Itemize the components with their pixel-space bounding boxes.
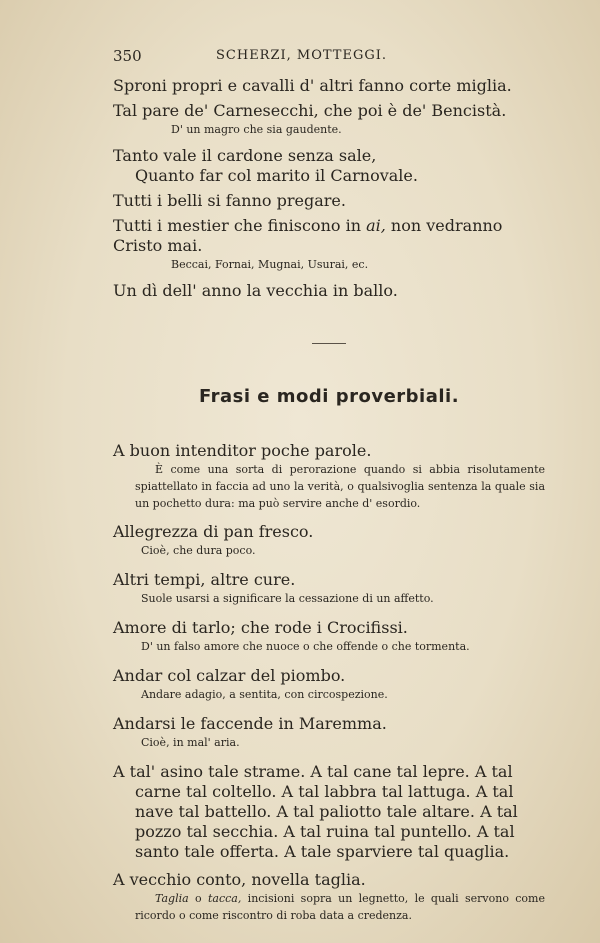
phrase-gloss: È come una sorta di perorazione quando si abbia risolutamente spiattellato in faccia ad uno la verità, o qualsivoglia sentenza la quale sia un pochetto dura: ma può servire anche d' esordio. — [135, 463, 545, 510]
phrase-line: A buon intenditor poche parole. — [113, 441, 372, 460]
proverb-line: Sproni propri e cavalli d' altri fanno corte miglia. — [113, 76, 512, 95]
phrase-gloss: Andare adagio, a sentita, con circospezione. — [141, 688, 388, 701]
proverb-gloss: Beccai, Fornai, Mugnai, Usurai, ec. — [171, 258, 369, 271]
proverb-line: Un dì dell' anno la vecchia in ballo. — [113, 281, 398, 300]
proverb-line: Tutti i mestier che finiscono in ai, non vedranno Cristo mai. — [113, 216, 503, 255]
phrase-gloss: D' un falso amore che nuoce o che offende o che tormenta. — [141, 640, 470, 653]
phrase-gloss: Cioè, in mal' aria. — [141, 736, 240, 749]
running-title: SCHERZI, MOTTEGGI. — [216, 48, 387, 63]
section-title: Frasi e modi proverbiali. — [198, 386, 460, 407]
section-divider — [312, 343, 346, 344]
phrase-gloss: Suole usarsi a significare la cessazione di un affetto. — [141, 592, 434, 605]
phrase-line: A tal' asino tale strame. A tal cane tal lepre. A tal carne tal coltello. A tal labbra tal lattuga. A tal nave tal battello. A tal paliotto tale altare. A tal pozzo tal secchia. A tal ruina tal puntello. A tal santo tale offerta. A tale sparviere tal quaglia. — [113, 762, 518, 861]
page-number: 350 — [113, 47, 142, 65]
proverb-gloss: D' un magro che sia gaudente. — [171, 123, 342, 136]
page-content — [113, 76, 545, 926]
proverb-line: Tutti i belli si fanno pregare. — [113, 191, 346, 210]
phrase-line: Altri tempi, altre cure. — [113, 570, 296, 589]
phrase-line: Andar col calzar del piombo. — [113, 666, 346, 685]
proverb-continuation: Quanto far col marito il Carnovale. — [135, 166, 418, 185]
phrase-line: Allegrezza di pan fresco. — [113, 522, 314, 541]
phrase-line: Amore di tarlo; che rode i Crocifissi. — [113, 618, 408, 637]
phrase-line: Andarsi le faccende in Maremma. — [113, 714, 387, 733]
proverb-line: Tanto vale il cardone senza sale, — [113, 146, 377, 165]
page-header — [113, 47, 490, 71]
phrase-gloss: Taglia o tacca, incisioni sopra un legnetto, le quali servono come ricordo o come riscontro di roba data a credenza. — [135, 892, 545, 922]
phrase-line: A vecchio conto, novella taglia. — [113, 870, 366, 889]
proverb-line: Tal pare de' Carnesecchi, che poi è de' Bencistà. — [113, 101, 507, 120]
phrase-gloss: Cioè, che dura poco. — [141, 544, 256, 557]
